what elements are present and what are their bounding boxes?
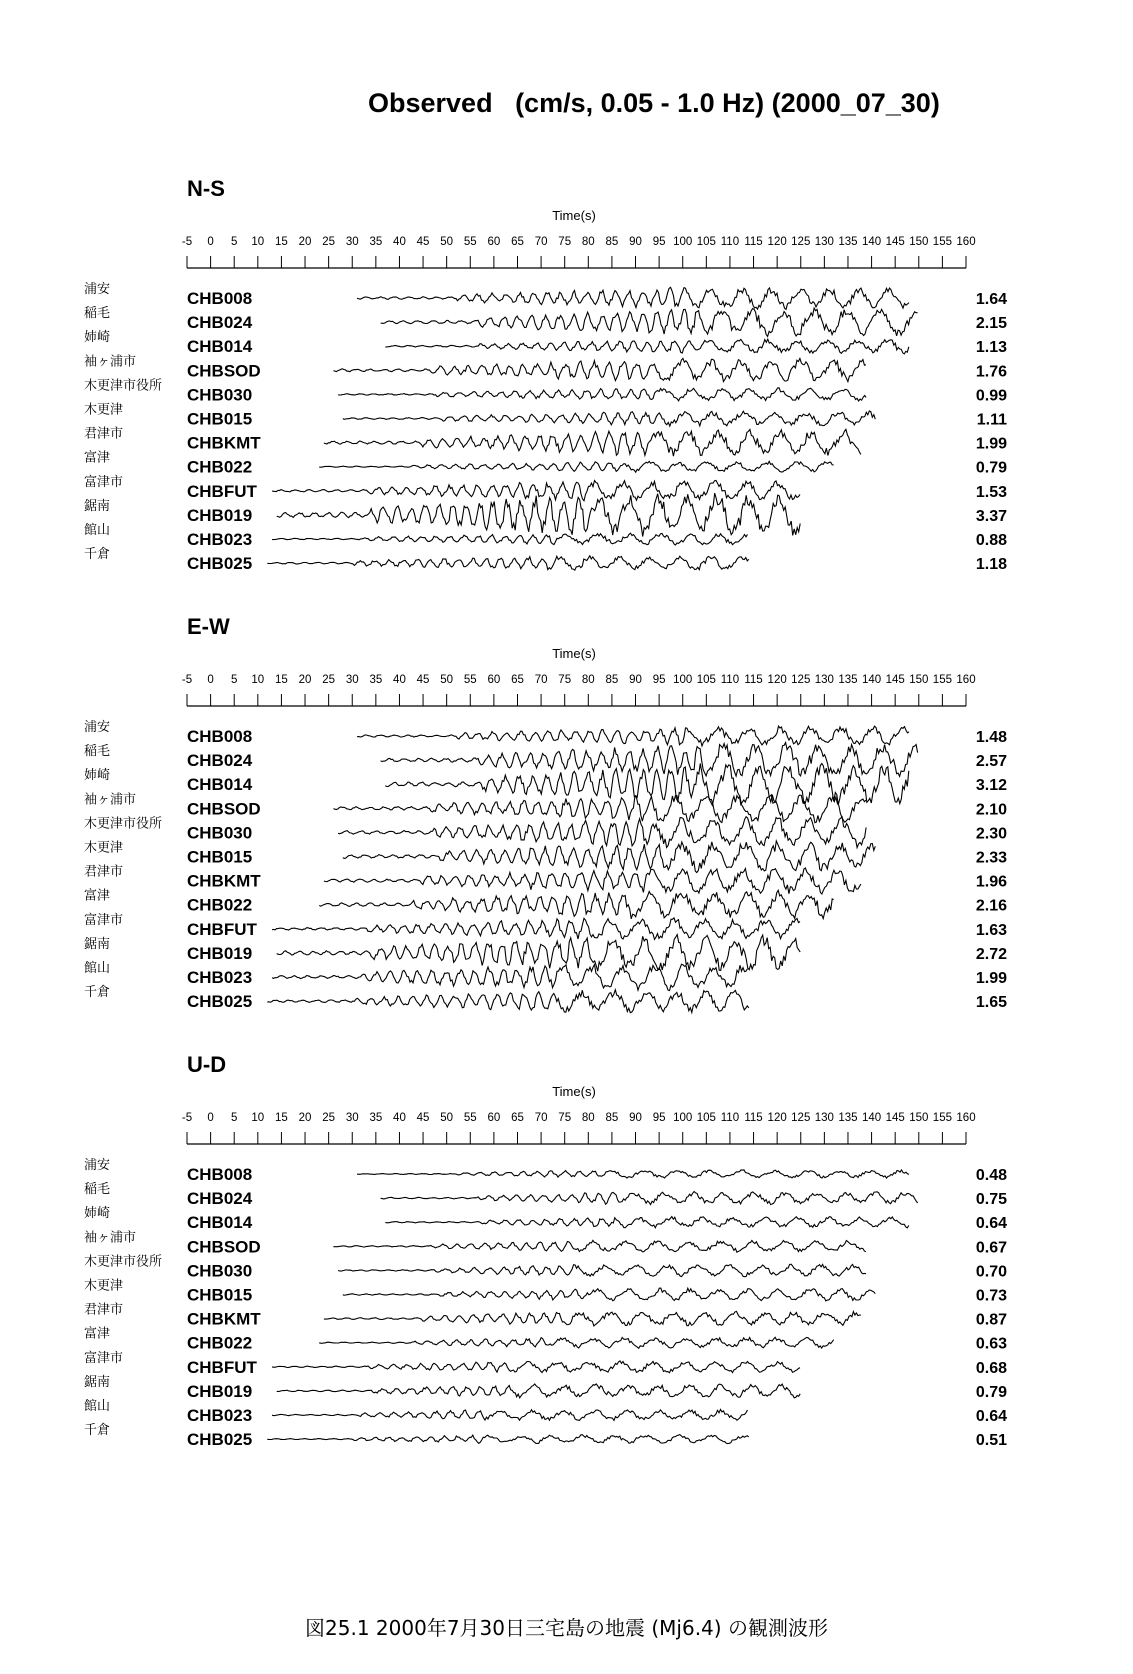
- station-code: CHBSOD: [187, 799, 261, 819]
- station-name: 富津市: [84, 1349, 124, 1365]
- waveform-trace: [277, 493, 801, 536]
- tick-label: 90: [629, 674, 642, 686]
- peak-value: 2.30: [975, 825, 1007, 843]
- panel-label: U-D: [187, 1052, 227, 1077]
- station-code: CHBSOD: [187, 1237, 261, 1257]
- tick-label: 70: [534, 1112, 548, 1124]
- tick-label: 50: [440, 1112, 454, 1124]
- tick-label: 90: [629, 1112, 642, 1124]
- tick-label: -5: [181, 236, 193, 248]
- waveform-trace: [385, 339, 909, 354]
- station-name: 鋸南: [84, 1373, 111, 1389]
- waveform-trace: [381, 1192, 918, 1205]
- station-name: 千倉: [84, 984, 111, 1000]
- peak-value: 1.11: [976, 411, 1007, 429]
- tick-label: 55: [463, 236, 477, 248]
- station-code: CHBKMT: [187, 433, 261, 453]
- station-code: CHB019: [187, 1381, 253, 1401]
- tick-label: 155: [932, 674, 952, 686]
- tick-label: 100: [673, 674, 693, 686]
- tick-label: 80: [581, 236, 595, 248]
- waveform-trace: [319, 1337, 834, 1348]
- tick-label: 35: [369, 674, 383, 686]
- waveform-trace: [319, 461, 834, 472]
- peak-value: 1.99: [975, 435, 1007, 453]
- tick-label: 140: [861, 236, 882, 248]
- tick-label: 0: [207, 1112, 214, 1124]
- station-code: CHB022: [187, 1333, 253, 1353]
- tick-label: 100: [673, 236, 693, 248]
- tick-label: 75: [558, 674, 572, 686]
- tick-label: 40: [393, 236, 406, 248]
- tick-label: 110: [720, 674, 740, 686]
- waveform-trace: [324, 868, 861, 894]
- station-code: CHB014: [187, 337, 253, 357]
- station-name: 袖ヶ浦市: [84, 1229, 137, 1245]
- tick-label: 155: [932, 236, 952, 248]
- waveform-trace: [343, 411, 876, 426]
- waveform-trace: [272, 533, 748, 545]
- peak-value: 0.64: [975, 1215, 1007, 1233]
- tick-label: 130: [814, 1112, 834, 1124]
- station-name: 木更津: [84, 401, 124, 417]
- tick-label: 25: [322, 236, 336, 248]
- waveform-trace: [272, 1409, 748, 1420]
- peak-value: 1.65: [975, 994, 1007, 1012]
- tick-label: 45: [416, 674, 430, 686]
- station-code: CHB019: [187, 505, 253, 525]
- tick-label: 85: [605, 236, 619, 248]
- tick-label: 10: [251, 1112, 265, 1124]
- station-code: CHBKMT: [187, 1309, 261, 1329]
- peak-value: 1.76: [975, 363, 1007, 381]
- tick-label: 110: [720, 1112, 740, 1124]
- tick-label: 5: [231, 674, 238, 686]
- tick-label: 60: [487, 1112, 501, 1124]
- peak-value: 0.88: [975, 532, 1007, 549]
- tick-label: 15: [275, 674, 288, 686]
- station-name: 富津: [84, 887, 111, 903]
- tick-label: 160: [956, 1112, 976, 1124]
- tick-label: 135: [838, 674, 858, 686]
- panel-label: N-S: [187, 176, 225, 201]
- peak-value: 0.99: [975, 387, 1007, 405]
- station-name: 千倉: [84, 546, 111, 562]
- station-name: 館山: [84, 1398, 111, 1413]
- tick-label: 45: [416, 1112, 430, 1124]
- waveform-trace: [338, 817, 866, 848]
- station-code: CHB030: [187, 823, 253, 843]
- tick-label: 5: [231, 1112, 238, 1124]
- peak-value: 0.87: [975, 1311, 1007, 1329]
- panel-u-d: [84, 1052, 1007, 1449]
- tick-label: 45: [416, 236, 430, 248]
- waveform-trace: [357, 1170, 909, 1178]
- station-code: CHB015: [187, 409, 253, 429]
- tick-label: 100: [673, 1112, 693, 1124]
- x-axis-label: Time(s): [552, 646, 596, 661]
- tick-label: 50: [440, 674, 454, 686]
- waveform-trace: [267, 990, 749, 1013]
- station-code: CHB014: [187, 1213, 253, 1233]
- station-code: CHB015: [187, 1285, 253, 1305]
- tick-label: 20: [298, 236, 312, 248]
- tick-label: 30: [345, 674, 359, 686]
- station-code: CHBFUT: [187, 481, 257, 501]
- waveform-trace: [338, 1264, 866, 1277]
- tick-label: 125: [791, 236, 811, 248]
- tick-label: 85: [605, 674, 619, 686]
- tick-label: 145: [885, 236, 905, 248]
- tick-label: 90: [629, 236, 642, 248]
- waveform-trace: [272, 964, 748, 990]
- tick-label: 60: [487, 236, 501, 248]
- station-code: CHB024: [187, 1189, 253, 1209]
- tick-label: 160: [956, 236, 976, 248]
- tick-label: 150: [909, 236, 929, 248]
- station-name: 富津: [84, 449, 111, 465]
- tick-label: 125: [791, 674, 811, 686]
- station-code: CHB024: [187, 751, 253, 771]
- peak-value: 2.15: [975, 315, 1007, 333]
- peak-value: 0.67: [975, 1239, 1007, 1257]
- station-code: CHB022: [187, 895, 253, 915]
- panel-label: E-W: [187, 614, 230, 639]
- tick-label: 145: [885, 674, 905, 686]
- peak-value: 1.99: [975, 970, 1007, 987]
- waveform-trace: [319, 890, 834, 919]
- tick-label: 115: [744, 236, 763, 248]
- tick-label: 0: [207, 674, 214, 686]
- waveform-trace: [267, 556, 749, 570]
- peak-value: 2.72: [975, 945, 1007, 963]
- station-name: 君津市: [84, 1301, 124, 1317]
- peak-value: 0.70: [975, 1263, 1007, 1281]
- tick-label: 20: [298, 674, 312, 686]
- waveform-trace: [324, 429, 861, 456]
- waveform-trace: [267, 1435, 749, 1444]
- waveform-trace: [277, 935, 801, 972]
- station-name: 稲毛: [84, 305, 111, 321]
- peak-value: 3.12: [975, 777, 1007, 795]
- station-code: CHB008: [187, 289, 253, 308]
- station-name: 稲毛: [84, 1181, 111, 1197]
- tick-label: 110: [720, 236, 740, 248]
- station-name: 館山: [84, 960, 111, 975]
- tick-label: 10: [251, 236, 265, 248]
- tick-label: 70: [534, 674, 548, 686]
- waveform-trace: [343, 1288, 876, 1301]
- tick-label: 75: [558, 236, 572, 248]
- peak-value: 0.63: [975, 1335, 1007, 1353]
- station-code: CHB023: [187, 530, 253, 549]
- station-code: CHB023: [187, 1406, 253, 1425]
- waveform-trace: [277, 1384, 801, 1398]
- station-name: 木更津: [84, 839, 124, 855]
- tick-label: 35: [369, 236, 383, 248]
- waveform-trace: [385, 1217, 909, 1228]
- station-code: CHBSOD: [187, 361, 261, 381]
- tick-label: 125: [791, 1112, 811, 1124]
- tick-label: 120: [767, 236, 787, 248]
- tick-label: 145: [885, 1112, 905, 1124]
- tick-label: 130: [814, 236, 834, 248]
- station-code: CHB019: [187, 943, 253, 963]
- tick-label: 140: [861, 674, 882, 686]
- station-name: 浦安: [84, 281, 111, 296]
- tick-label: 65: [511, 1112, 524, 1124]
- waveform-trace: [338, 388, 866, 401]
- tick-label: 140: [861, 1112, 882, 1124]
- peak-value: 2.57: [975, 753, 1007, 771]
- station-name: 富津: [84, 1325, 111, 1341]
- station-code: CHBFUT: [187, 1357, 257, 1377]
- waveform-trace: [357, 726, 909, 746]
- waveform-trace: [333, 358, 866, 381]
- peak-value: 1.18: [975, 556, 1007, 574]
- peak-value: 1.48: [975, 729, 1007, 746]
- station-code: CHB023: [187, 968, 253, 987]
- tick-label: 25: [322, 1112, 336, 1124]
- peak-value: 0.68: [975, 1359, 1007, 1377]
- tick-label: 55: [463, 1112, 477, 1124]
- tick-label: 60: [487, 674, 501, 686]
- peak-value: 1.63: [975, 921, 1007, 939]
- peak-value: 0.51: [975, 1432, 1007, 1450]
- station-name: 木更津: [84, 1277, 124, 1293]
- tick-label: 115: [744, 1112, 763, 1124]
- station-name: 千倉: [84, 1422, 111, 1438]
- tick-label: 120: [767, 674, 787, 686]
- station-name: 富津市: [84, 911, 124, 927]
- tick-label: 30: [345, 236, 359, 248]
- peak-value: 0.79: [975, 459, 1007, 477]
- tick-label: -5: [181, 1112, 193, 1124]
- station-code: CHB025: [187, 992, 253, 1012]
- tick-label: 105: [696, 1112, 716, 1124]
- peak-value: 2.10: [975, 801, 1007, 819]
- tick-label: 80: [581, 1112, 595, 1124]
- tick-label: 15: [275, 1112, 288, 1124]
- peak-value: 2.16: [975, 897, 1007, 915]
- station-code: CHB030: [187, 1261, 253, 1281]
- tick-label: 20: [298, 1112, 312, 1124]
- station-name: 姉崎: [84, 1205, 111, 1221]
- waveform-trace: [343, 841, 876, 873]
- tick-label: 5: [231, 236, 238, 248]
- peak-value: 1.13: [975, 339, 1007, 357]
- station-name: 姉崎: [84, 767, 111, 783]
- waveform-trace: [324, 1311, 861, 1326]
- waveform-trace: [381, 743, 918, 777]
- station-code: CHB030: [187, 385, 253, 405]
- panel-n-s: [84, 176, 1007, 573]
- tick-label: 135: [838, 236, 858, 248]
- station-code: CHBKMT: [187, 871, 261, 891]
- station-code: CHB022: [187, 457, 253, 477]
- tick-label: 35: [369, 1112, 383, 1124]
- station-name: 館山: [84, 522, 111, 537]
- waveform-trace: [272, 918, 800, 940]
- tick-label: 130: [814, 674, 834, 686]
- tick-label: 80: [581, 674, 595, 686]
- station-code: CHB024: [187, 313, 253, 333]
- figure-caption: 図25.1 2000年7月30日三宅島の地震 (Mj6.4) の観測波形: [305, 1616, 828, 1640]
- tick-label: 55: [463, 674, 477, 686]
- station-name: 鋸南: [84, 497, 111, 513]
- panel-e-w: [84, 614, 1007, 1013]
- peak-value: 2.33: [975, 849, 1007, 867]
- tick-label: 0: [207, 236, 214, 248]
- tick-label: 40: [393, 674, 406, 686]
- station-name: 姉崎: [84, 329, 111, 345]
- station-name: 木更津市役所: [84, 1253, 163, 1269]
- tick-label: 65: [511, 236, 524, 248]
- peak-value: 0.75: [975, 1191, 1007, 1209]
- tick-label: 95: [652, 236, 666, 248]
- tick-label: 40: [393, 1112, 406, 1124]
- tick-label: 135: [838, 1112, 858, 1124]
- tick-label: 25: [322, 674, 336, 686]
- peak-value: 0.48: [975, 1167, 1007, 1184]
- peak-value: 1.53: [975, 483, 1007, 501]
- tick-label: 150: [909, 674, 929, 686]
- station-code: CHB014: [187, 775, 253, 795]
- tick-label: 95: [652, 1112, 666, 1124]
- peak-value: 1.64: [975, 291, 1007, 308]
- tick-label: 120: [767, 1112, 787, 1124]
- chart-title: Observed (cm/s, 0.05 - 1.0 Hz) (2000_07_30): [368, 88, 940, 118]
- station-code: CHB025: [187, 554, 253, 574]
- tick-label: 160: [956, 674, 976, 686]
- x-axis-label: Time(s): [552, 208, 596, 223]
- waveform-trace: [272, 1361, 800, 1373]
- peak-value: 0.64: [975, 1408, 1007, 1425]
- station-name: 君津市: [84, 863, 124, 879]
- tick-label: 155: [932, 1112, 952, 1124]
- station-name: 君津市: [84, 425, 124, 441]
- station-name: 木更津市役所: [84, 815, 163, 831]
- station-code: CHB015: [187, 847, 253, 867]
- x-axis-label: Time(s): [552, 1084, 596, 1099]
- tick-label: 105: [696, 236, 716, 248]
- station-name: 木更津市役所: [84, 377, 163, 393]
- station-code: CHBFUT: [187, 919, 257, 939]
- tick-label: 75: [558, 1112, 572, 1124]
- station-name: 鋸南: [84, 935, 111, 951]
- station-name: 富津市: [84, 473, 124, 489]
- tick-label: 15: [275, 236, 288, 248]
- station-name: 袖ヶ浦市: [84, 353, 137, 369]
- station-code: CHB008: [187, 727, 253, 746]
- station-name: 稲毛: [84, 743, 111, 759]
- waveform-trace: [357, 287, 909, 309]
- tick-label: 105: [696, 674, 716, 686]
- waveform-trace: [333, 795, 866, 823]
- peak-value: 0.79: [975, 1383, 1007, 1401]
- tick-label: 85: [605, 1112, 619, 1124]
- station-name: 浦安: [84, 719, 111, 734]
- tick-label: 30: [345, 1112, 359, 1124]
- station-name: 袖ヶ浦市: [84, 791, 137, 807]
- tick-label: 150: [909, 1112, 929, 1124]
- tick-label: 10: [251, 674, 265, 686]
- tick-label: 50: [440, 236, 454, 248]
- waveform-trace: [381, 308, 918, 336]
- tick-label: 95: [652, 674, 666, 686]
- peak-value: 0.73: [975, 1287, 1007, 1305]
- peak-value: 3.37: [975, 507, 1007, 525]
- tick-label: 65: [511, 674, 524, 686]
- tick-label: -5: [181, 674, 193, 686]
- station-name: 浦安: [84, 1157, 111, 1172]
- tick-label: 70: [534, 236, 548, 248]
- peak-value: 1.96: [975, 873, 1007, 891]
- waveform-trace: [333, 1240, 866, 1252]
- station-code: CHB025: [187, 1430, 253, 1450]
- tick-label: 115: [744, 674, 763, 686]
- station-code: CHB008: [187, 1165, 253, 1184]
